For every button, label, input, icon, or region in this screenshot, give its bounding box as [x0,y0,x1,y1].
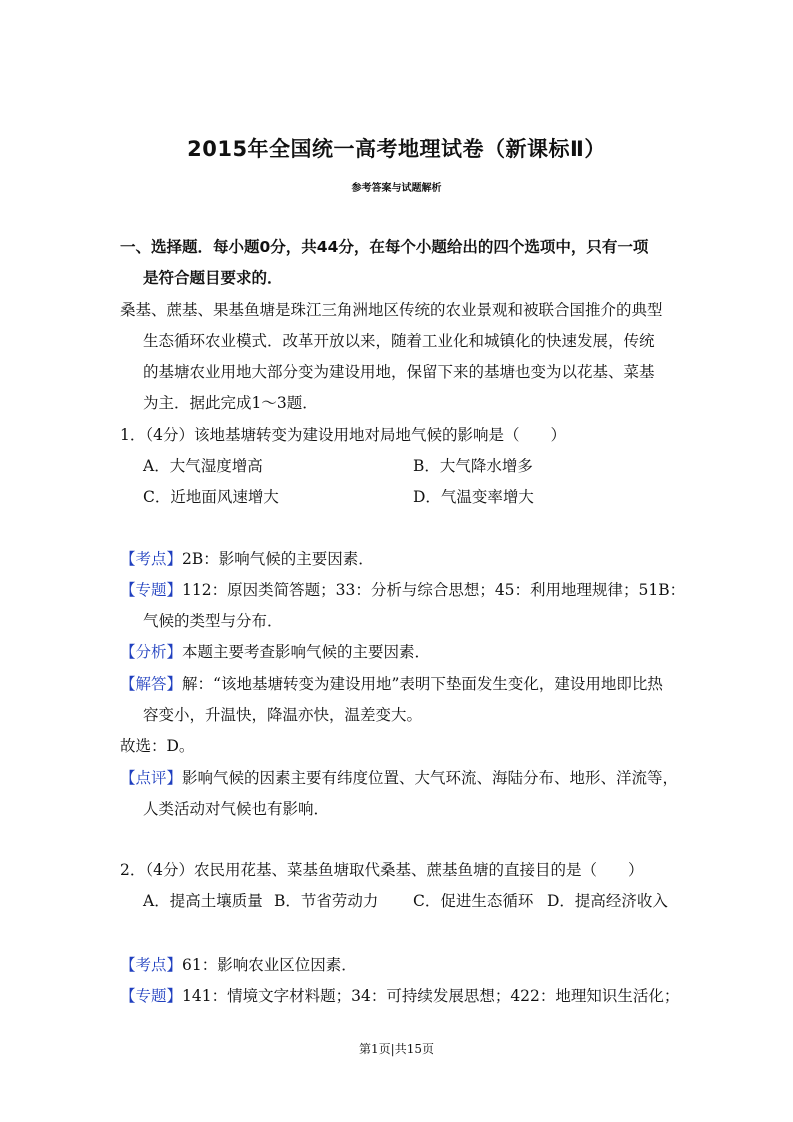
q1-stem: 1．（4分）该地基塘转变为建设用地对局地气候的影响是（ ） [120,426,566,444]
passage-line-3: 的基塘农业用地大部分变为建设用地，保留下来的基塘也变为以花基、菜基 [143,363,655,381]
q1-option-c: C．近地面风速增大 [143,488,279,506]
q1-kaodian [120,549,374,569]
q1-jieda [120,674,663,694]
passage-line-1: 桑基、蔗基、果基鱼塘是珠江三角洲地区传统的农业景观和被联合国推介的典型 [120,301,663,319]
q2-stem: 2．（4分）农民用花基、菜基鱼塘取代桑基、蔗基鱼塘的直接目的是（ ） [120,861,644,879]
fenxi-tag: 【分析】 [120,643,183,661]
q1-zhuanti-line2: 气候的类型与分布． [143,612,283,630]
zhuanti-text: 141：情境文字材料题；34：可持续发展思想；422：地理知识生活化； [182,987,680,1005]
kaodian-text: 61：影响农业区位因素． [182,956,357,974]
q2-option-c: C．促进生态循环 [413,892,534,910]
q2-option-b: B．节省劳动力 [274,892,379,910]
q1-option-b: B．大气降水增多 [413,457,533,475]
q1-option-a: A．大气湿度增高 [143,457,263,475]
section-heading-line1: 一、选择题．每小题0分，共44分，在每个小题给出的四个选项中，只有一项 [120,238,649,256]
q2-kaodian [120,955,357,975]
page-footer: 第1页|共15页 [359,1042,434,1056]
kaodian-tag: 【考点】 [120,956,183,974]
zhuanti-text: 112：原因类简答题；33：分析与综合思想；45：利用地理规律；51B： [182,581,686,599]
kaodian-text: 2B：影响气候的主要因素． [182,550,374,568]
q1-answer: 故选：D。 [120,737,195,755]
q1-option-d: D．气温变率增大 [413,488,534,506]
page-subtitle: 参考答案与试题解析 [351,183,442,194]
section-heading-line2: 是符合题目要求的． [143,269,283,287]
q1-jieda-line2: 容变小，升温快，降温亦快，温差变大。 [143,706,423,724]
q1-dianping [120,768,678,788]
zhuanti-tag: 【专题】 [120,581,183,599]
q2-option-a: A．提高土壤质量 [143,892,263,910]
zhuanti-tag: 【专题】 [120,987,183,1005]
passage-line-2: 生态循环农业模式．改革开放以来，随着工业化和城镇化的快速发展，传统 [143,332,655,350]
dianping-tag: 【点评】 [120,769,183,787]
q1-fenxi [120,642,430,662]
jieda-tag: 【解答】 [120,675,183,693]
passage-line-4: 为主．据此完成1～3题． [143,394,318,412]
kaodian-tag: 【考点】 [120,550,183,568]
jieda-text: 解：“该地基塘转变为建设用地”表明下垫面发生变化，建设用地即比热 [182,675,663,693]
q1-zhuanti [120,580,685,600]
dianping-text: 影响气候的因素主要有纬度位置、大气环流、海陆分布、地形、洋流等， [182,769,679,787]
q2-zhuanti [120,986,679,1006]
q2-option-d: D．提高经济收入 [547,892,668,910]
page-title: 2015年全国统一高考地理试卷（新课标Ⅱ） [187,137,606,161]
fenxi-text: 本题主要考查影响气候的主要因素． [182,643,431,661]
q1-dianping-line2: 人类活动对气候也有影响． [143,800,330,818]
